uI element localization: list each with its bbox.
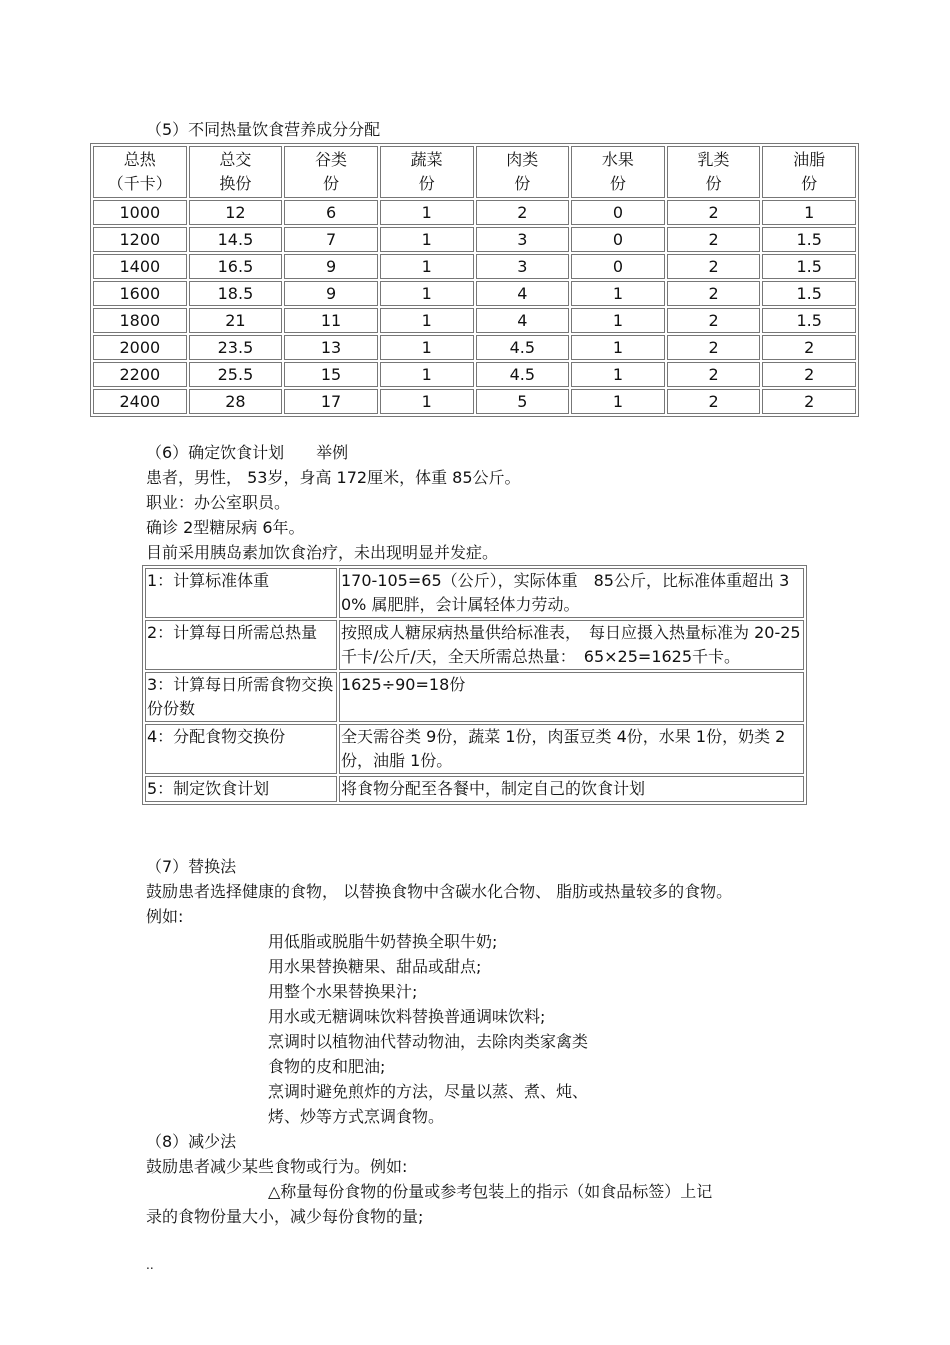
- list-item: 用整个水果替换果汁;: [268, 982, 418, 1001]
- table-cell: 25.5: [189, 362, 283, 387]
- table-cell: 17: [284, 389, 378, 414]
- table-cell: 2: [667, 254, 761, 279]
- table-cell: 2200: [93, 362, 187, 387]
- section-8-heading: （8）减少法: [146, 1132, 237, 1151]
- table-cell: 4.5: [476, 362, 570, 387]
- table-row: [93, 389, 856, 414]
- table-row: [93, 281, 856, 306]
- table-cell: 23.5: [189, 335, 283, 360]
- table-cell: 1: [571, 308, 665, 333]
- plan-step-row: [145, 776, 804, 802]
- table-cell: 9: [284, 254, 378, 279]
- section-7-heading: （7）替换法: [146, 857, 237, 876]
- section-8-paragraph-line-2: 录的食物份量大小，减少每份食物的量;: [146, 1207, 424, 1226]
- header-total-exchanges: 总交 换份: [189, 146, 283, 198]
- table-cell: 1600: [93, 281, 187, 306]
- table-cell: 6: [284, 200, 378, 225]
- patient-occupation-line: 职业：办公室职员。: [146, 493, 291, 512]
- list-item: 用低脂或脱脂牛奶替换全职牛奶;: [268, 932, 498, 951]
- plan-step-detail: 全天需谷类 9份，蔬菜 1份，肉蛋豆类 4份，水果 1份，奶类 2份，油脂 1份。: [339, 724, 804, 774]
- header-meat: 肉类 份: [476, 146, 570, 198]
- table-row: [93, 335, 856, 360]
- table-cell: 2: [667, 227, 761, 252]
- table-cell: 1: [380, 227, 474, 252]
- table-cell: 1.5: [762, 227, 856, 252]
- patient-treatment-line: 目前采用胰岛素加饮食治疗，未出现明显并发症。: [146, 543, 499, 562]
- table-cell: 3: [476, 227, 570, 252]
- table-cell: 13: [284, 335, 378, 360]
- table-cell: 2: [762, 335, 856, 360]
- table-cell: 1: [380, 362, 474, 387]
- header-fruit: 水果 份: [571, 146, 665, 198]
- table-cell: 1: [762, 200, 856, 225]
- table-cell: 16.5: [189, 254, 283, 279]
- plan-step-label: 2：计算每日所需总热量: [145, 620, 337, 670]
- plan-step-detail: 1625÷90=18份: [339, 672, 804, 722]
- table-cell: 12: [189, 200, 283, 225]
- table-cell: 4: [476, 308, 570, 333]
- table-row: [93, 227, 856, 252]
- table-cell: 7: [284, 227, 378, 252]
- table-header-row: [93, 146, 856, 198]
- table-cell: 4: [476, 281, 570, 306]
- table-cell: 2: [667, 389, 761, 414]
- patient-info-line: 患者，男性， 53岁，身高 172厘米，体重 85公斤。: [146, 468, 521, 487]
- table-cell: 2: [476, 200, 570, 225]
- table-cell: 1400: [93, 254, 187, 279]
- table-row: [93, 254, 856, 279]
- table-cell: 0: [571, 200, 665, 225]
- table-cell: 0: [571, 254, 665, 279]
- list-item: 烤、炒等方式烹调食物。: [268, 1107, 445, 1126]
- table-cell: 1800: [93, 308, 187, 333]
- list-item: 烹调时以植物油代替动物油，去除肉类家禽类: [268, 1032, 589, 1051]
- plan-step-label: 3：计算每日所需食物交换份份数: [145, 672, 337, 722]
- list-item: 用水果替换糖果、甜品或甜点;: [268, 957, 482, 976]
- plan-step-detail: 170-105=65（公斤），实际体重 85公斤，比标准体重超出 30% 属肥胖，会计属轻体力劳动。: [339, 568, 804, 618]
- table-cell: 2: [667, 335, 761, 360]
- section-7-intro: 鼓励患者选择健康的食物， 以替换食物中含碳水化合物、 脂肪或热量较多的食物。: [146, 882, 733, 901]
- table-cell: 1: [380, 335, 474, 360]
- plan-step-row: [145, 724, 804, 774]
- plan-step-label: 1：计算标准体重: [145, 568, 337, 618]
- list-item: 烹调时避免煎炸的方法，尽量以蒸、煮、炖、: [268, 1082, 589, 1101]
- header-vegetables: 蔬菜 份: [380, 146, 474, 198]
- plan-step-row: [145, 672, 804, 722]
- section-5-heading: （5）不同热量饮食营养成分分配: [146, 120, 381, 139]
- table-cell: 3: [476, 254, 570, 279]
- header-oil: 油脂 份: [762, 146, 856, 198]
- header-grains: 谷类 份: [284, 146, 378, 198]
- list-item: 食物的皮和肥油;: [268, 1057, 386, 1076]
- table-cell: 1: [380, 281, 474, 306]
- section-7-example-label: 例如:: [146, 907, 184, 926]
- table-cell: 18.5: [189, 281, 283, 306]
- table-cell: 14.5: [189, 227, 283, 252]
- table-cell: 2: [762, 389, 856, 414]
- plan-step-label: 5：制定饮食计划: [145, 776, 337, 802]
- table-cell: 15: [284, 362, 378, 387]
- table-cell: 1200: [93, 227, 187, 252]
- section-6-heading: （6）确定饮食计划 举例: [146, 443, 349, 462]
- table-cell: 21: [189, 308, 283, 333]
- table-cell: 1: [571, 335, 665, 360]
- table-cell: 28: [189, 389, 283, 414]
- table-cell: 2400: [93, 389, 187, 414]
- table-cell: 2: [667, 200, 761, 225]
- table-cell: 1: [380, 200, 474, 225]
- table-row: [93, 308, 856, 333]
- table-cell: 4.5: [476, 335, 570, 360]
- table-cell: 1.5: [762, 254, 856, 279]
- patient-diagnosis-line: 确诊 2型糖尿病 6年。: [146, 518, 305, 537]
- table-cell: 1: [380, 254, 474, 279]
- section-8-intro: 鼓励患者减少某些食物或行为。例如:: [146, 1157, 408, 1176]
- nutrition-distribution-table: [90, 143, 859, 417]
- table-row: [93, 200, 856, 225]
- table-cell: 0: [571, 227, 665, 252]
- table-cell: 1.5: [762, 308, 856, 333]
- table-cell: 1: [571, 362, 665, 387]
- plan-step-detail: 将食物分配至各餐中，制定自己的饮食计划: [339, 776, 804, 802]
- table-cell: 11: [284, 308, 378, 333]
- table-cell: 9: [284, 281, 378, 306]
- plan-step-row: [145, 620, 804, 670]
- page-footer-mark: ..: [146, 1258, 154, 1272]
- section-8-paragraph-line-1: △称量每份食物的份量或参考包装上的指示（如食品标签）上记: [268, 1182, 713, 1201]
- table-cell: 5: [476, 389, 570, 414]
- table-cell: 1: [380, 308, 474, 333]
- table-cell: 2: [667, 281, 761, 306]
- table-cell: 2000: [93, 335, 187, 360]
- table-cell: 1.5: [762, 281, 856, 306]
- header-total-kcal: 总热 （千卡）: [93, 146, 187, 198]
- table-cell: 2: [667, 362, 761, 387]
- plan-step-label: 4：分配食物交换份: [145, 724, 337, 774]
- table-cell: 1: [571, 281, 665, 306]
- header-dairy: 乳类 份: [667, 146, 761, 198]
- table-row: [93, 362, 856, 387]
- table-cell: 1: [380, 389, 474, 414]
- table-cell: 2: [762, 362, 856, 387]
- table-cell: 1000: [93, 200, 187, 225]
- list-item: 用水或无糖调味饮料替换普通调味饮料;: [268, 1007, 546, 1026]
- diet-plan-steps-table: [142, 565, 807, 805]
- table-cell: 2: [667, 308, 761, 333]
- plan-step-detail: 按照成人糖尿病热量供给标准表， 每日应摄入热量标准为 20-25 千卡/公斤/天，全天所需总热量： 65×25=1625千卡。: [339, 620, 804, 670]
- table-cell: 1: [571, 389, 665, 414]
- plan-step-row: [145, 568, 804, 618]
